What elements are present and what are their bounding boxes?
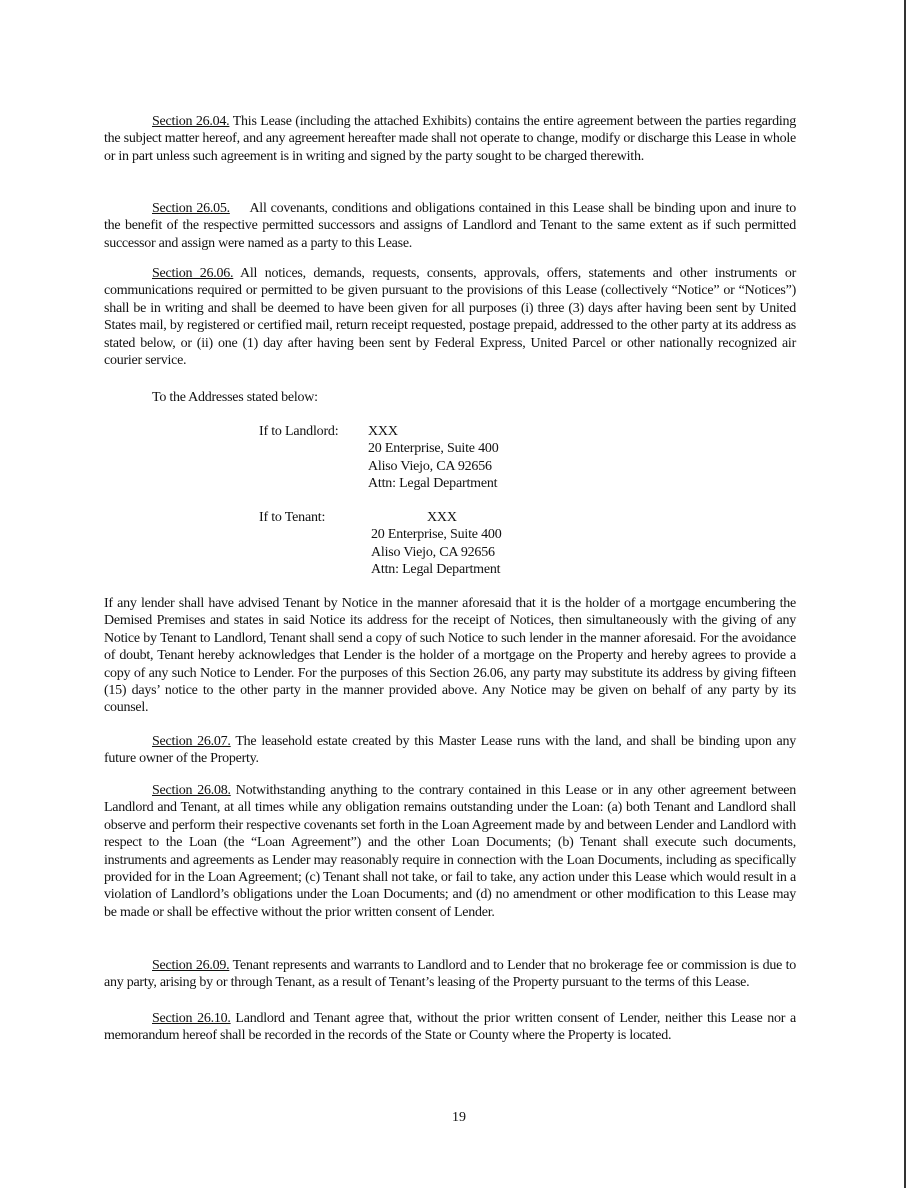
scan-edge-line <box>904 0 906 1188</box>
section-26-08: Section 26.08. Notwithstanding anything to the contrary contained in this Lease or in any other agreement between Landlord and Tenant, at all times while any obligation remains outstanding under the Loan: (a) both Tenant and Landlord shall observe and perform their respective covenants set forth in the Loan Agreement made by and between Lender and Landlord with respect to the Loan (the “Loan Agreement”) and the other Loan Documents; (b) Tenant shall execute such documents, instruments and agreements as Lender may reasonably require in connection with the Loan Documents, including as specifically provided for in the Loan Agreement; (c) Tenant shall not take, or fail to take, any action under this Lease which would result in a violation of Landlord’s obligations under the Loan Documents; and (d) no amendment or other modification to this Lease may be made or shall be effective without the prior written consent of Lender. <box>104 783 797 920</box>
section-26-09: Section 26.09. Tenant represents and warrants to Landlord and to Lender that no brokerage fee or commission is due to any party, arising by or through Tenant, as a result of Tenant’s leasing of the Property pursuant to the terms of this Lease. <box>104 958 797 991</box>
section-heading: Section 26.10. <box>152 1011 231 1026</box>
addresses-intro: To the Addresses stated below: <box>152 390 318 405</box>
section-26-10: Section 26.10. Landlord and Tenant agree that, without the prior written consent of Lender, neither this Lease nor a memorandum hereof shall be recorded in the records of the State or County where the Property is located. <box>104 1011 796 1044</box>
section-heading: Section 26.04. <box>152 114 230 129</box>
section-26-07: Section 26.07. The leasehold estate created by this Master Lease runs with the land, and shall be binding upon any future owner of the Property. <box>104 734 796 767</box>
landlord-address: XXX 20 Enterprise, Suite 400 Aliso Viejo, CA 92656 Attn: Legal Department <box>368 424 499 492</box>
landlord-label: If to Landlord: <box>259 424 339 439</box>
section-26-06: Section 26.06. All notices, demands, requests, consents, approvals, offers, statements and other instruments or communications required or permitted to be given pursuant to the provisions of this Lease (collectively “Notice” or “Notices”) shall be in writing and shall be deemed to have been given for all purposes (i) three (3) days after having been sent by United States mail, by registered or certified mail, return receipt requested, postage prepaid, addressed to the other party at its address as stated below, or (ii) one (1) day after having been sent by Federal Express, United Parcel or other nationally recognized air courier service. <box>104 266 796 369</box>
section-heading: Section 26.07. <box>152 734 231 749</box>
tenant-label: If to Tenant: <box>259 510 326 525</box>
tenant-address: XXX 20 Enterprise, Suite 400 Aliso Viejo, CA 92656 Attn: Legal Department <box>371 510 502 578</box>
section-heading: Section 26.08. <box>152 783 231 798</box>
section-heading: Section 26.09. <box>152 958 230 973</box>
page-number: 19 <box>452 1110 466 1125</box>
lender-notice-paragraph: If any lender shall have advised Tenant by Notice in the manner aforesaid that it is the holder of a mortgage encumbering the Demised Premises and states in said Notice its address for the receipt of Notices, then simultaneously with the giving of any Notice by Tenant to Landlord, Tenant shall send a copy of such Notice to such lender in the manner aforesaid. For the avoidance of doubt, Tenant hereby acknowledges that Lender is the holder of a mortgage on the Property and hereby agrees to provide a copy of any such Notice to Lender. For the purposes of this Section 26.06, any party may substitute its address by giving fifteen (15) days’ notice to the other party in the manner provided above. Any Notice may be given on behalf of any party by its counsel. <box>104 596 796 716</box>
section-26-04: Section 26.04. This Lease (including the attached Exhibits) contains the entire agreement between the parties regarding the subject matter hereof, and any agreement hereafter made shall not operate to change, modify or discharge this Lease in whole or in part unless such agreement is in writing and signed by the party sought to be charged therewith. <box>104 114 796 164</box>
section-heading: Section 26.05. <box>152 201 230 216</box>
section-heading: Section 26.06. <box>152 266 234 281</box>
section-26-05: Section 26.05. All covenants, conditions and obligations contained in this Lease shall be binding upon and inure to the benefit of the respective permitted successors and assigns of Landlord and Tenant to the same extent as if such permitted successor and assign were named as a party to this Lease. <box>104 201 796 251</box>
